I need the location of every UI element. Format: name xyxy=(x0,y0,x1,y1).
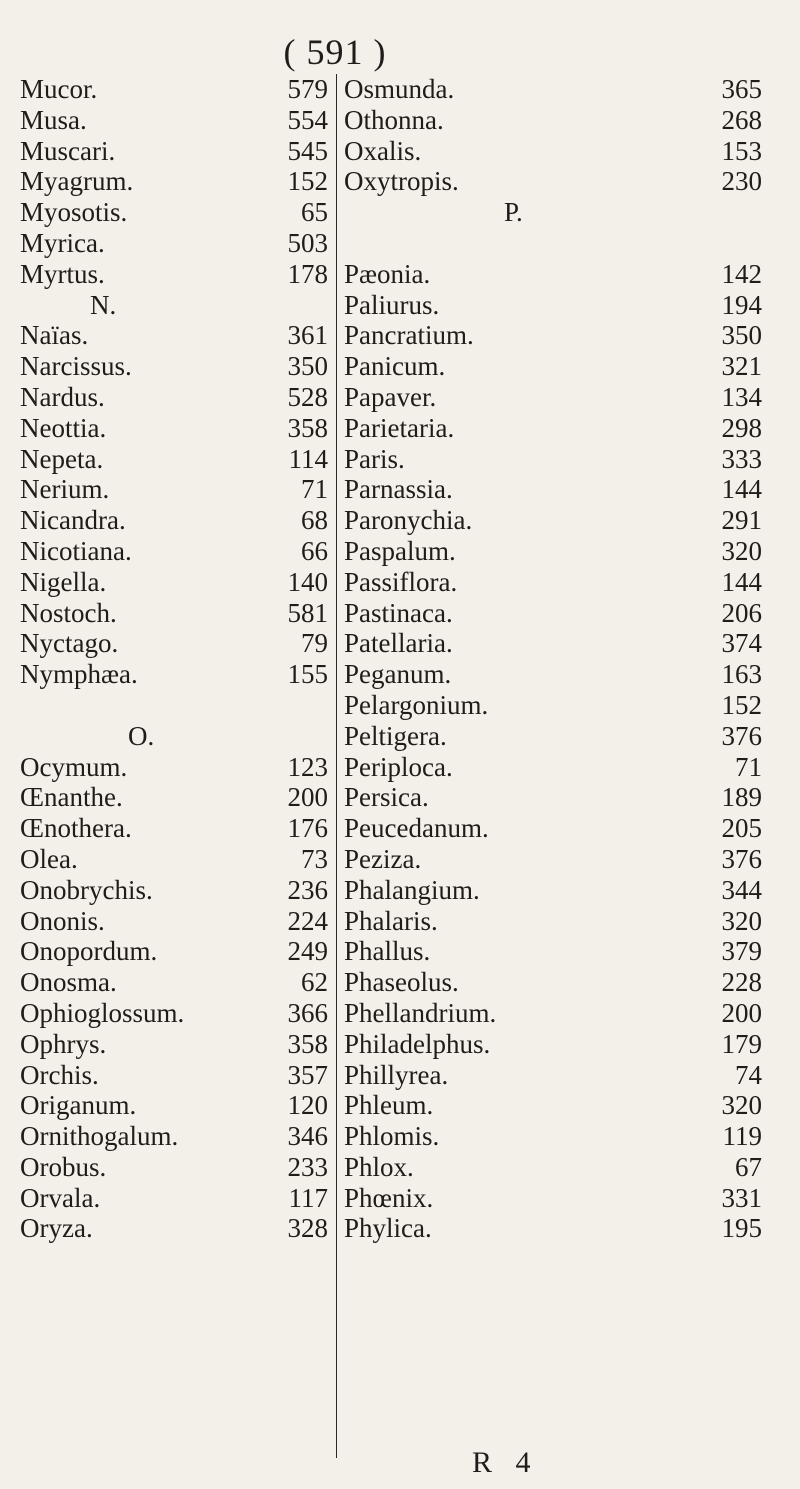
entry-name: Pancratium. xyxy=(344,320,474,351)
entry-page-number: 350 xyxy=(287,351,328,382)
index-entry xyxy=(340,259,780,290)
index-entry xyxy=(20,1183,336,1214)
blank-line xyxy=(20,690,336,721)
entry-name: Muscari. xyxy=(20,135,116,166)
entry-name: Patellaria. xyxy=(344,628,453,659)
entry-page-number: 71 xyxy=(735,751,762,782)
index-entry xyxy=(340,967,780,998)
index-entry xyxy=(340,598,780,629)
entry-name: Orchis. xyxy=(20,1059,99,1090)
entry-page-number: 224 xyxy=(287,905,328,936)
entry-name: Musa. xyxy=(20,104,87,135)
entry-name: Onopordum. xyxy=(20,936,158,967)
index-entry xyxy=(340,1121,780,1152)
index-entry xyxy=(340,844,780,875)
entry-page-number: 134 xyxy=(721,381,762,412)
index-entry xyxy=(340,906,780,937)
index-entry xyxy=(20,628,336,659)
entry-page-number: 123 xyxy=(287,751,328,782)
index-entry xyxy=(20,228,336,259)
index-entry xyxy=(20,474,336,505)
index-entry xyxy=(340,536,780,567)
section-letter: O. xyxy=(128,720,155,751)
entry-name: Ornithogalum. xyxy=(20,1121,179,1152)
entry-page-number: 379 xyxy=(721,936,762,967)
entry-name: Myosotis. xyxy=(20,197,128,228)
index-entry xyxy=(20,844,336,875)
entry-name: Nepeta. xyxy=(20,443,104,474)
entry-page-number: 194 xyxy=(721,289,762,320)
entry-page-number: 144 xyxy=(721,566,762,597)
entry-page-number: 152 xyxy=(721,689,762,720)
entry-name: Parnassia. xyxy=(344,474,453,505)
index-entry xyxy=(20,1090,336,1121)
entry-name: Nostoch. xyxy=(20,597,117,628)
entry-name: Parietaria. xyxy=(344,412,455,443)
entry-name: Panicum. xyxy=(344,351,446,382)
entry-name: Neottia. xyxy=(20,412,107,443)
entry-page-number: 374 xyxy=(721,628,762,659)
entry-name: Philadelphus. xyxy=(344,1028,491,1059)
entry-name: Osmunda. xyxy=(344,74,455,104)
entry-name: Olea. xyxy=(20,843,78,874)
entry-page-number: 320 xyxy=(721,1090,762,1121)
entry-name: Passiflora. xyxy=(344,566,458,597)
entry-page-number: 376 xyxy=(721,720,762,751)
entry-name: Oxalis. xyxy=(344,135,422,166)
entry-page-number: 346 xyxy=(287,1121,328,1152)
index-entry xyxy=(340,1152,780,1183)
entry-page-number: 62 xyxy=(301,967,328,998)
index-entry xyxy=(340,136,780,167)
entry-name: Phaseolus. xyxy=(344,967,459,998)
index-entry xyxy=(20,166,336,197)
entry-name: Paspalum. xyxy=(344,535,456,566)
index-entry xyxy=(340,105,780,136)
entry-page-number: 291 xyxy=(721,505,762,536)
index-entry xyxy=(20,659,336,690)
entry-name: Ophioglossum. xyxy=(20,997,185,1028)
index-entry xyxy=(20,351,336,382)
entry-page-number: 230 xyxy=(721,166,762,197)
index-entry xyxy=(20,197,336,228)
entry-name: Nicandra. xyxy=(20,505,126,536)
entry-name: Pastinaca. xyxy=(344,597,453,628)
section-heading xyxy=(340,197,780,228)
entry-page-number: 117 xyxy=(288,1182,328,1213)
index-column-left xyxy=(20,74,336,1244)
entry-page-number: 528 xyxy=(287,381,328,412)
index-entry xyxy=(20,1213,336,1244)
index-entry xyxy=(340,320,780,351)
entry-page-number: 195 xyxy=(721,1213,762,1244)
entry-page-number: 366 xyxy=(287,997,328,1028)
entry-page-number: 206 xyxy=(721,597,762,628)
entry-page-number: 503 xyxy=(287,227,328,258)
entry-name: Oxytropis. xyxy=(344,166,459,197)
entry-name: Nyctago. xyxy=(20,628,119,659)
entry-page-number: 140 xyxy=(287,566,328,597)
entry-page-number: 176 xyxy=(287,813,328,844)
entry-name: Othonna. xyxy=(344,104,444,135)
entry-page-number: 249 xyxy=(287,936,328,967)
index-entry xyxy=(340,690,780,721)
entry-page-number: 358 xyxy=(287,412,328,443)
entry-page-number: 152 xyxy=(287,166,328,197)
entry-name: Oryza. xyxy=(20,1213,93,1244)
index-entry xyxy=(340,413,780,444)
entry-name: Onosma. xyxy=(20,967,117,998)
entry-page-number: 579 xyxy=(287,74,328,104)
index-entry xyxy=(340,1060,780,1091)
entry-name: Phalaris. xyxy=(344,905,438,936)
entry-name: Œnanthe. xyxy=(20,782,123,813)
index-entry xyxy=(20,136,336,167)
entry-name: Narcissus. xyxy=(20,351,132,382)
entry-name: Phellandrium. xyxy=(344,997,497,1028)
section-heading xyxy=(20,290,336,321)
entry-name: Origanum. xyxy=(20,1090,137,1121)
index-entry xyxy=(20,567,336,598)
entry-page-number: 179 xyxy=(721,1028,762,1059)
entry-name: Ocymum. xyxy=(20,751,128,782)
page-number-header: ( 591 ) xyxy=(283,32,387,72)
entry-page-number: 358 xyxy=(287,1028,328,1059)
index-entry xyxy=(20,598,336,629)
entry-name: Nigella. xyxy=(20,566,107,597)
index-entry xyxy=(20,536,336,567)
index-entry xyxy=(20,1060,336,1091)
index-entry xyxy=(20,906,336,937)
entry-name: Paronychia. xyxy=(344,505,473,536)
entry-page-number: 68 xyxy=(301,505,328,536)
index-entry xyxy=(20,1029,336,1060)
entry-name: Nardus. xyxy=(20,381,105,412)
entry-name: Paris. xyxy=(344,443,405,474)
index-entry xyxy=(340,659,780,690)
entry-page-number: 114 xyxy=(288,443,328,474)
entry-name: Phylica. xyxy=(344,1213,432,1244)
entry-page-number: 65 xyxy=(301,197,328,228)
entry-page-number: 321 xyxy=(721,351,762,382)
section-letter: P. xyxy=(504,197,523,228)
entry-page-number: 545 xyxy=(287,135,328,166)
index-entry xyxy=(20,782,336,813)
entry-name: Persica. xyxy=(344,782,429,813)
entry-page-number: 189 xyxy=(721,782,762,813)
entry-name: Periploca. xyxy=(344,751,453,782)
entry-name: Naïas. xyxy=(20,320,89,351)
entry-page-number: 350 xyxy=(721,320,762,351)
entry-name: Papaver. xyxy=(344,381,437,412)
index-entry xyxy=(20,74,336,105)
entry-name: Phalangium. xyxy=(344,874,480,905)
index-entry xyxy=(20,752,336,783)
entry-name: Peganum. xyxy=(344,659,452,690)
blank-line xyxy=(340,228,780,259)
entry-page-number: 200 xyxy=(721,997,762,1028)
entry-page-number: 365 xyxy=(721,74,762,104)
entry-page-number: 142 xyxy=(721,258,762,289)
index-entry xyxy=(20,413,336,444)
entry-page-number: 357 xyxy=(287,1059,328,1090)
entry-page-number: 268 xyxy=(721,104,762,135)
entry-name: Pelargonium. xyxy=(344,689,489,720)
index-entry xyxy=(20,998,336,1029)
entry-name: Phlox. xyxy=(344,1151,414,1182)
index-entry xyxy=(340,351,780,382)
index-entry xyxy=(340,1213,780,1244)
entry-name: Peucedanum. xyxy=(344,813,489,844)
index-entry xyxy=(340,382,780,413)
entry-page-number: 73 xyxy=(301,843,328,874)
index-entry xyxy=(340,1029,780,1060)
entry-page-number: 74 xyxy=(735,1059,762,1090)
index-entry xyxy=(340,444,780,475)
entry-name: Onobrychis. xyxy=(20,874,153,905)
index-entry xyxy=(20,875,336,906)
entry-name: Œnothera. xyxy=(20,813,132,844)
entry-page-number: 66 xyxy=(301,535,328,566)
entry-page-number: 120 xyxy=(287,1090,328,1121)
entry-page-number: 178 xyxy=(287,258,328,289)
index-entry xyxy=(20,320,336,351)
entry-name: Mucor. xyxy=(20,74,98,104)
index-entry xyxy=(20,444,336,475)
entry-name: Nymphæa. xyxy=(20,659,138,690)
entry-name: Phlomis. xyxy=(344,1121,440,1152)
entry-page-number: 331 xyxy=(721,1182,762,1213)
entry-page-number: 228 xyxy=(721,967,762,998)
entry-name: Phallus. xyxy=(344,936,431,967)
index-entry xyxy=(20,967,336,998)
index-entry xyxy=(20,105,336,136)
index-entry xyxy=(340,628,780,659)
index-entry xyxy=(340,290,780,321)
index-entry xyxy=(340,74,780,105)
entry-name: Pæonia. xyxy=(344,258,431,289)
entry-name: Ophrys. xyxy=(20,1028,107,1059)
entry-name: Myagrum. xyxy=(20,166,134,197)
entry-page-number: 71 xyxy=(301,474,328,505)
entry-page-number: 320 xyxy=(721,905,762,936)
entry-page-number: 119 xyxy=(722,1121,762,1152)
entry-name: Myrtus. xyxy=(20,258,105,289)
index-entry xyxy=(340,782,780,813)
entry-page-number: 320 xyxy=(721,535,762,566)
entry-page-number: 581 xyxy=(287,597,328,628)
entry-page-number: 376 xyxy=(721,843,762,874)
index-entry xyxy=(20,936,336,967)
column-divider xyxy=(336,74,337,1458)
entry-name: Peziza. xyxy=(344,843,422,874)
entry-page-number: 361 xyxy=(287,320,328,351)
entry-page-number: 236 xyxy=(287,874,328,905)
section-heading xyxy=(20,721,336,752)
index-entry xyxy=(340,998,780,1029)
entry-page-number: 344 xyxy=(721,874,762,905)
index-entry xyxy=(340,567,780,598)
entry-page-number: 298 xyxy=(721,412,762,443)
entry-page-number: 144 xyxy=(721,474,762,505)
index-entry xyxy=(20,382,336,413)
entry-page-number: 205 xyxy=(721,813,762,844)
entry-page-number: 67 xyxy=(735,1151,762,1182)
entry-name: Phœnix. xyxy=(344,1182,434,1213)
index-entry xyxy=(340,1090,780,1121)
entry-name: Ononis. xyxy=(20,905,105,936)
entry-page-number: 233 xyxy=(287,1151,328,1182)
index-entry xyxy=(20,1152,336,1183)
entry-page-number: 155 xyxy=(287,659,328,690)
index-entry xyxy=(340,1183,780,1214)
index-entry xyxy=(340,474,780,505)
entry-page-number: 79 xyxy=(301,628,328,659)
index-entry xyxy=(340,875,780,906)
signature-mark: R 4 xyxy=(472,1446,539,1479)
index-entry xyxy=(20,1121,336,1152)
entry-page-number: 153 xyxy=(721,135,762,166)
entry-name: Nicotiana. xyxy=(20,535,132,566)
section-letter: N. xyxy=(90,289,117,320)
index-entry xyxy=(20,813,336,844)
index-entry xyxy=(340,813,780,844)
entry-name: Orvala. xyxy=(20,1182,101,1213)
index-entry xyxy=(20,259,336,290)
entry-name: Paliurus. xyxy=(344,289,440,320)
entry-page-number: 333 xyxy=(721,443,762,474)
index-entry xyxy=(340,505,780,536)
index-entry xyxy=(340,721,780,752)
index-entry xyxy=(340,166,780,197)
entry-page-number: 163 xyxy=(721,659,762,690)
entry-name: Myrica. xyxy=(20,227,105,258)
entry-name: Phillyrea. xyxy=(344,1059,449,1090)
index-entry xyxy=(340,752,780,783)
entry-page-number: 328 xyxy=(287,1213,328,1244)
entry-name: Nerium. xyxy=(20,474,110,505)
index-column-right xyxy=(340,74,780,1244)
entry-page-number: 554 xyxy=(287,104,328,135)
entry-name: Peltigera. xyxy=(344,720,447,751)
entry-name: Orobus. xyxy=(20,1151,107,1182)
index-entry xyxy=(20,505,336,536)
entry-name: Phleum. xyxy=(344,1090,434,1121)
entry-page-number: 200 xyxy=(287,782,328,813)
index-entry xyxy=(340,936,780,967)
